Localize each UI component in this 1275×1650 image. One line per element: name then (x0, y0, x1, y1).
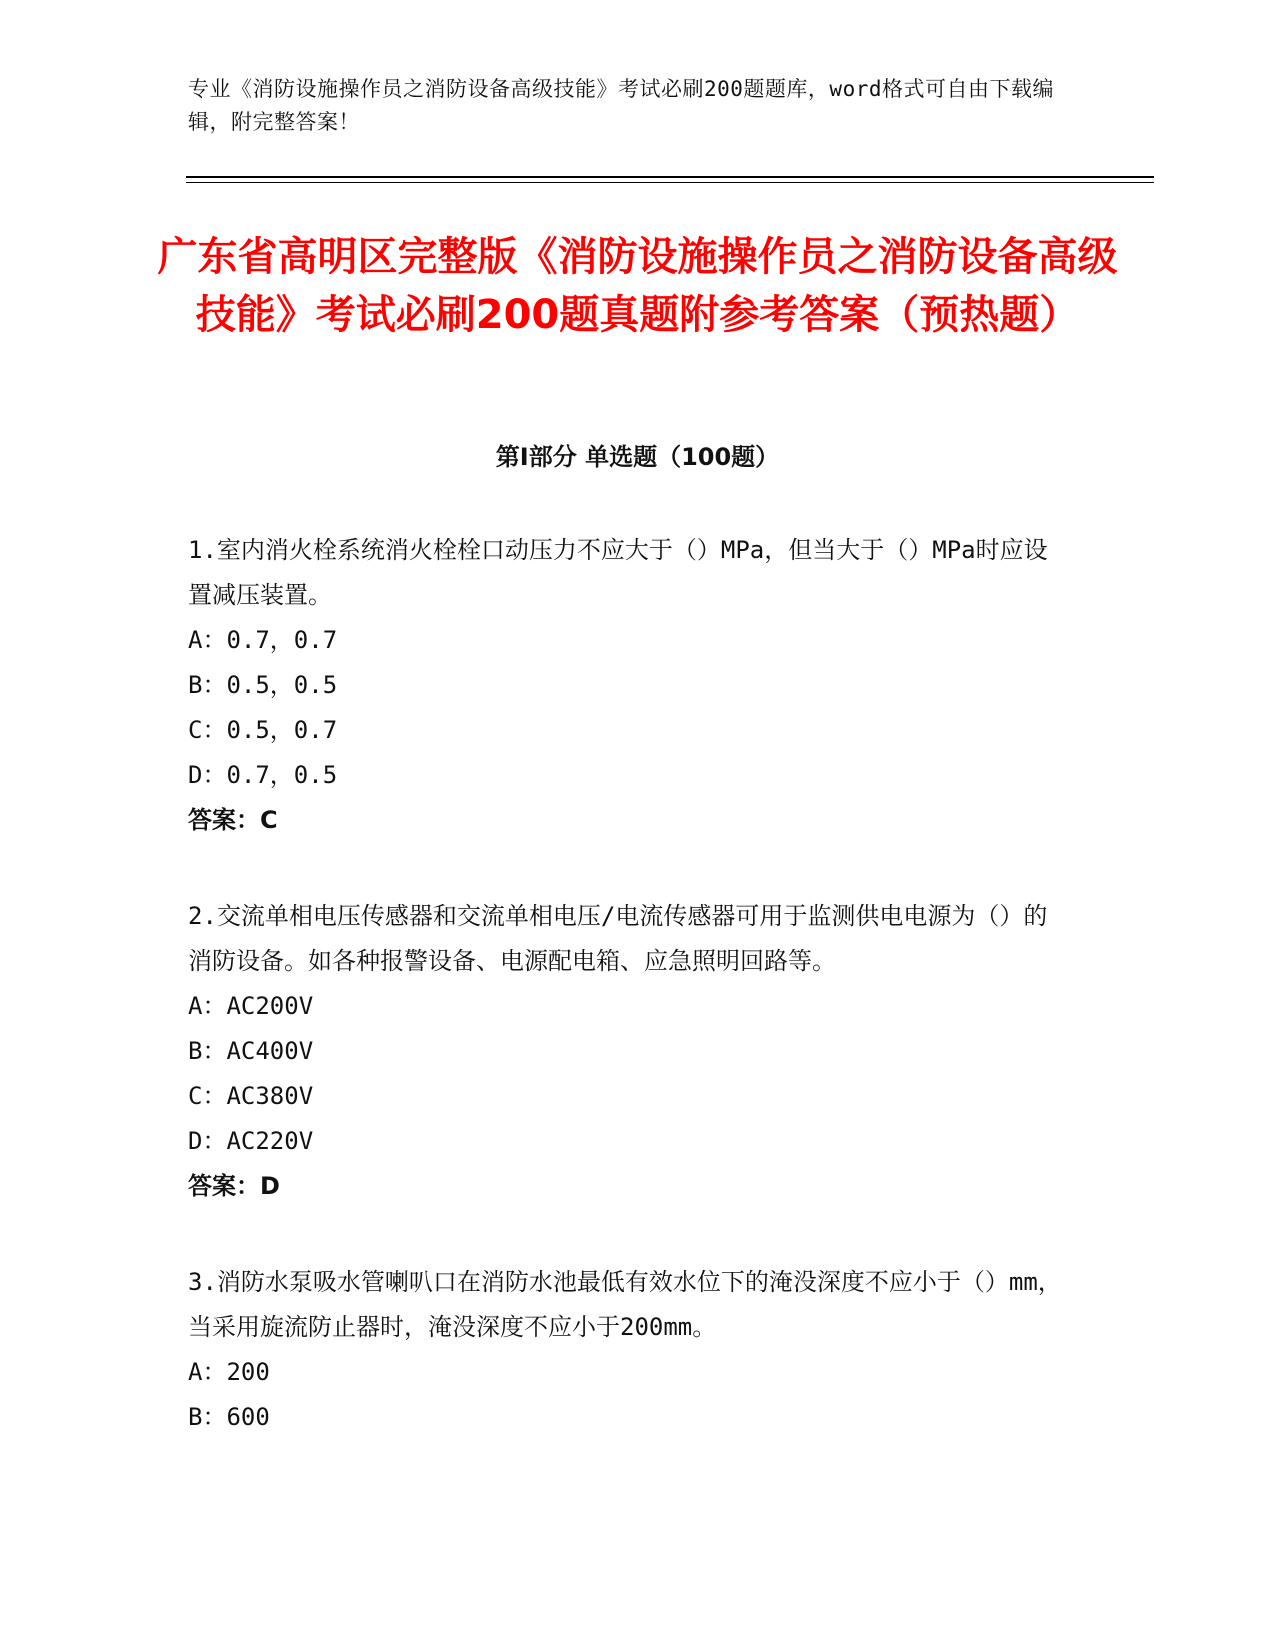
document-title: 广东省高明区完整版《消防设施操作员之消防设备高级技能》考试必刷200题真题附参考答案（预热题） (157, 234, 1118, 338)
question-3 (188, 1260, 1068, 1440)
question-2 (188, 894, 1068, 1209)
option-b: B：600 (188, 1403, 270, 1431)
question-1 (188, 528, 1068, 843)
answer: 答案：C (188, 806, 278, 834)
option-c: C：AC380V (188, 1082, 314, 1110)
option-a: A：200 (188, 1358, 270, 1386)
question-stem: 2.交流单相电压传感器和交流单相电压/电流传感器可用于监测供电电源为（）的消防设备。如各种报警设备、电源配电箱、应急照明回路等。 (188, 902, 1048, 975)
option-d: D：AC220V (188, 1127, 314, 1155)
option-a: A：0.7，0.7 (188, 626, 338, 654)
question-stem: 3.消防水泵吸水管喇叭口在消防水池最低有效水位下的淹没深度不应小于（）mm，当采用旋流防止器时，淹没深度不应小于200mm。 (188, 1268, 1062, 1341)
header-divider-thick (186, 176, 1154, 178)
option-d: D：0.7，0.5 (188, 761, 338, 789)
question-list (188, 528, 1068, 1491)
header-divider-thin (186, 182, 1154, 183)
option-b: B：0.5，0.5 (188, 671, 338, 699)
option-c: C：0.5，0.7 (188, 716, 338, 744)
answer: 答案：D (188, 1172, 280, 1200)
question-stem: 1.室内消火栓系统消火栓栓口动压力不应大于（）MPa，但当大于（）MPa时应设置减压装置。 (188, 536, 1048, 609)
section-title: 第I部分 单选题（100题） (495, 443, 780, 471)
option-a: A：AC200V (188, 992, 314, 1020)
header-note: 专业《消防设施操作员之消防设备高级技能》考试必刷200题题库，word格式可自由下载编辑，附完整答案！ (188, 77, 1054, 134)
option-b: B：AC400V (188, 1037, 314, 1065)
